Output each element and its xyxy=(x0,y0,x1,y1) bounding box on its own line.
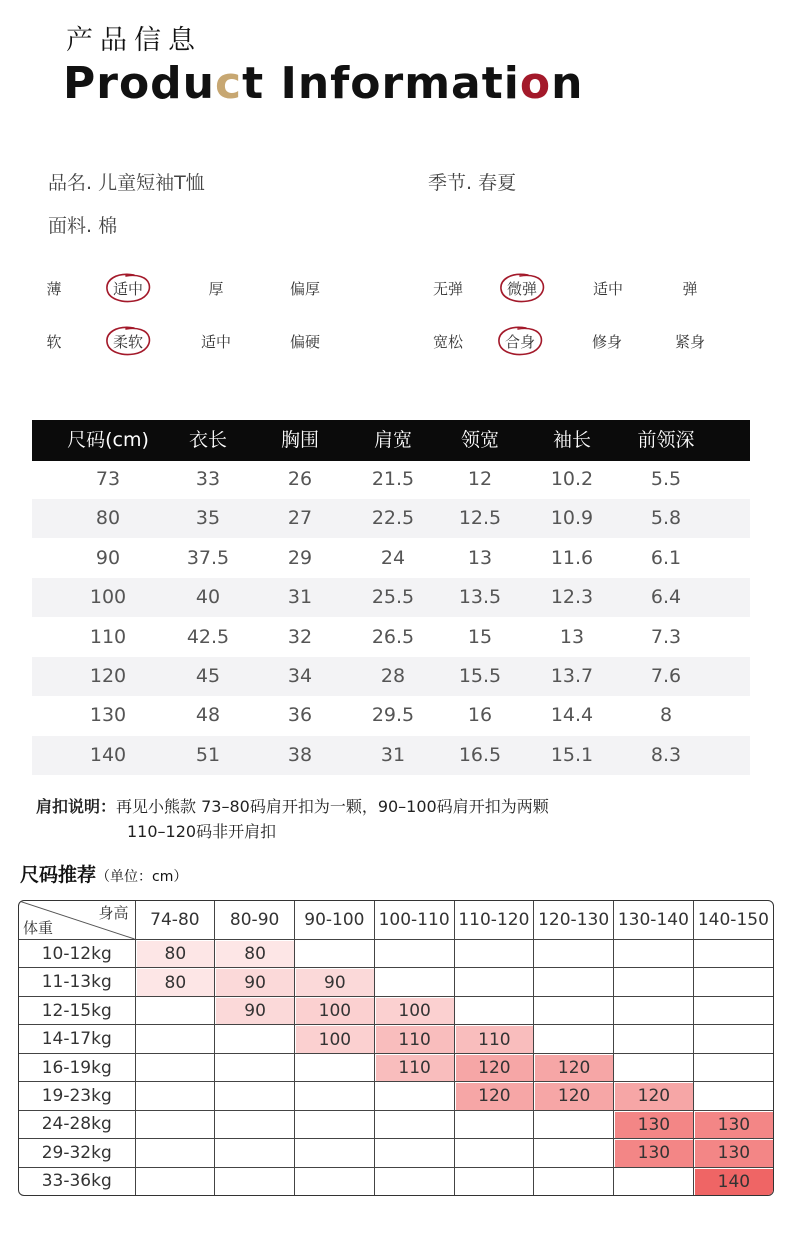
note-label: 肩扣说明： xyxy=(36,797,117,816)
recommend-height-header: 140-150 xyxy=(693,901,773,940)
recommend-size-value: 100 xyxy=(296,998,374,1024)
attr-fit-option: 修身 xyxy=(591,333,623,351)
title-en-part: t Informati xyxy=(242,58,520,109)
size-table-cell: 10.9 xyxy=(550,507,594,530)
recommend-size-cell xyxy=(295,968,375,996)
size-table-row xyxy=(32,618,750,657)
recommend-size-cell xyxy=(135,996,215,1024)
title-en-accent-gold: c xyxy=(215,58,243,109)
note-line-1: 再见小熊款 73–80码肩开扣为一颗，90–100码肩开扣为两颗 xyxy=(116,797,549,816)
recommend-size-value: 90 xyxy=(216,969,294,995)
recommend-size-cell xyxy=(295,1167,375,1195)
attr-thickness-option: 偏厚 xyxy=(289,280,321,298)
size-table-row xyxy=(32,460,750,499)
attr-stretch-option: 弹 xyxy=(682,280,698,298)
recommend-size-value: 120 xyxy=(456,1055,534,1081)
size-table-cell: 51 xyxy=(195,743,221,766)
recommend-height-header: 100-110 xyxy=(374,901,454,940)
recommend-size-cell xyxy=(135,1025,215,1053)
recommend-size-value: 120 xyxy=(535,1083,613,1109)
recommend-weight-cell: 24-28kg xyxy=(19,1110,135,1138)
size-table-cell: 29 xyxy=(287,546,313,569)
recommend-row xyxy=(19,968,773,996)
recommend-size-cell xyxy=(693,1082,773,1110)
attr-softness-option: 软 xyxy=(46,333,62,351)
recommend-size-cell xyxy=(454,996,534,1024)
recommend-size-cell xyxy=(215,996,295,1024)
attr-fit-option: 合身 xyxy=(504,333,536,351)
size-table-cell: 33 xyxy=(195,468,221,490)
size-table-cell: 15.5 xyxy=(458,665,502,687)
recommend-size-cell xyxy=(215,968,295,996)
recommend-size-cell xyxy=(215,940,295,968)
recommend-size-value: 110 xyxy=(456,1026,534,1052)
recommend-size-cell xyxy=(295,1139,375,1167)
size-table-cell: 140 xyxy=(89,743,127,766)
size-table-cell: 7.3 xyxy=(650,625,682,648)
recommend-size-cell xyxy=(215,1167,295,1195)
attr-softness-option: 柔软 xyxy=(112,333,144,351)
page-title-en xyxy=(63,58,583,109)
attr-thickness-option: 适中 xyxy=(112,280,144,298)
size-table-cell: 7.6 xyxy=(650,665,682,687)
size-table-cell: 45 xyxy=(195,665,221,687)
product-fabric: 面料. 棉 xyxy=(48,215,118,237)
size-table-header-cell: 袖长 xyxy=(552,429,592,451)
size-table-cell: 110 xyxy=(89,625,127,648)
size-table-cell: 80 xyxy=(95,507,121,530)
recommend-size-cell xyxy=(135,1139,215,1167)
size-table-cell: 26.5 xyxy=(371,625,415,648)
recommend-size-cell xyxy=(614,1139,694,1167)
size-table-cell: 26 xyxy=(287,468,313,490)
recommend-row xyxy=(19,940,773,968)
recommend-size-value: 80 xyxy=(216,941,294,967)
recommend-size-cell xyxy=(295,1110,375,1138)
recommend-size-cell xyxy=(693,940,773,968)
recommend-size-cell xyxy=(534,1025,614,1053)
recommend-size-cell xyxy=(135,1110,215,1138)
recommend-title-text: 尺码推荐 xyxy=(20,864,97,886)
recommend-weight-cell: 19-23kg xyxy=(19,1082,135,1110)
recommend-height-header: 130-140 xyxy=(614,901,694,940)
size-table-cell: 40 xyxy=(195,586,221,609)
size-table-cell: 15 xyxy=(467,625,493,648)
size-table-cell: 24 xyxy=(380,546,406,569)
recommend-size-cell xyxy=(374,996,454,1024)
size-table-cell: 16 xyxy=(467,704,493,727)
shoulder-button-note xyxy=(36,794,549,817)
recommend-size-cell xyxy=(135,940,215,968)
recommend-row xyxy=(19,1110,773,1138)
recommend-size-cell xyxy=(454,1082,534,1110)
recommend-size-cell xyxy=(693,1139,773,1167)
recommend-size-cell xyxy=(693,1025,773,1053)
recommend-size-value: 110 xyxy=(376,1055,454,1081)
size-table-cell: 5.5 xyxy=(650,468,682,490)
recommend-size-cell xyxy=(374,1025,454,1053)
size-table-cell: 13.5 xyxy=(458,586,502,609)
attr-thickness-option: 薄 xyxy=(46,280,62,298)
size-table-header-cell: 领宽 xyxy=(460,429,500,451)
size-table-cell: 21.5 xyxy=(371,468,415,490)
recommend-height-header: 80-90 xyxy=(215,901,295,940)
attr-thickness-option: 厚 xyxy=(208,280,224,298)
recommend-size-cell xyxy=(614,1082,694,1110)
recommend-size-cell xyxy=(614,940,694,968)
attr-fit-option: 宽松 xyxy=(432,333,464,351)
size-table-header-cell: 尺码(cm) xyxy=(67,429,149,451)
attr-softness-option: 偏硬 xyxy=(289,333,321,351)
recommend-size-cell xyxy=(295,996,375,1024)
recommend-weight-cell: 11-13kg xyxy=(19,968,135,996)
size-table-cell: 14.4 xyxy=(550,704,594,727)
recommend-size-cell xyxy=(374,1053,454,1081)
recommend-size-value: 110 xyxy=(376,1026,454,1052)
recommend-size-cell xyxy=(534,1082,614,1110)
size-table-cell: 12 xyxy=(467,468,493,490)
recommend-row xyxy=(19,1139,773,1167)
recommend-size-cell xyxy=(614,968,694,996)
size-table-row xyxy=(32,736,750,775)
recommend-height-header: 110-120 xyxy=(454,901,534,940)
recommend-size-cell xyxy=(454,1053,534,1081)
size-table-cell: 73 xyxy=(95,468,121,490)
size-table-cell: 15.1 xyxy=(550,743,594,766)
attr-stretch-option: 微弹 xyxy=(506,280,538,298)
recommend-weight-cell: 12-15kg xyxy=(19,996,135,1024)
size-table-row xyxy=(32,696,750,735)
size-table-cell: 28 xyxy=(380,665,406,687)
recommend-size-cell xyxy=(454,1025,534,1053)
recommend-size-cell xyxy=(135,1167,215,1195)
recommend-size-cell xyxy=(215,1025,295,1053)
recommend-size-cell xyxy=(135,1053,215,1081)
recommend-size-cell xyxy=(534,996,614,1024)
recommend-size-cell xyxy=(614,1025,694,1053)
size-table-cell: 100 xyxy=(89,586,127,609)
size-table-cell: 5.8 xyxy=(650,507,682,530)
recommend-size-cell xyxy=(534,1139,614,1167)
size-table-cell: 8.3 xyxy=(650,743,682,766)
size-table-cell: 90 xyxy=(95,546,121,569)
attr-stretch-option: 适中 xyxy=(592,280,624,298)
recommend-size-cell xyxy=(135,968,215,996)
recommend-size-cell xyxy=(374,1082,454,1110)
recommend-weight-cell: 10-12kg xyxy=(19,940,135,968)
product-season: 季节. 春夏 xyxy=(428,172,517,194)
recommend-size-cell xyxy=(534,1110,614,1138)
recommend-size-value: 130 xyxy=(695,1140,773,1166)
recommend-row xyxy=(19,1053,773,1081)
size-table-cell: 8 xyxy=(659,704,673,727)
recommend-size-cell xyxy=(135,1082,215,1110)
recommend-row xyxy=(19,1025,773,1053)
recommend-size-cell xyxy=(534,968,614,996)
size-table-cell: 11.6 xyxy=(550,546,594,569)
size-table-cell: 25.5 xyxy=(371,586,415,609)
attr-softness-option: 适中 xyxy=(200,333,232,351)
recommend-row xyxy=(19,1082,773,1110)
recommend-size-value: 80 xyxy=(137,969,215,995)
recommend-unit: （单位：cm） xyxy=(96,869,188,885)
recommend-corner-cell xyxy=(19,901,135,940)
note-line-2: 110–120码非开肩扣 xyxy=(127,822,277,841)
recommend-size-value: 140 xyxy=(695,1169,773,1195)
size-table-cell: 36 xyxy=(287,704,313,727)
recommend-size-value: 120 xyxy=(535,1055,613,1081)
size-table-cell: 31 xyxy=(380,743,406,766)
recommend-size-cell xyxy=(295,1025,375,1053)
recommend-size-cell xyxy=(374,968,454,996)
recommend-size-cell xyxy=(215,1082,295,1110)
size-table-cell: 31 xyxy=(287,586,313,609)
recommend-row xyxy=(19,996,773,1024)
recommend-weight-cell: 16-19kg xyxy=(19,1053,135,1081)
size-table-cell: 6.4 xyxy=(650,586,682,609)
recommend-size-cell xyxy=(454,968,534,996)
size-table-cell: 35 xyxy=(195,507,221,530)
recommend-size-value: 120 xyxy=(456,1083,534,1109)
size-table-row xyxy=(32,578,750,617)
recommend-size-value: 90 xyxy=(216,998,294,1024)
size-recommend-table xyxy=(18,900,774,1196)
recommend-size-value: 100 xyxy=(376,998,454,1024)
recommend-row xyxy=(19,1167,773,1195)
recommend-size-cell xyxy=(374,1167,454,1195)
recommend-size-cell xyxy=(614,1110,694,1138)
size-table-cell: 13 xyxy=(559,625,585,648)
size-table-cell: 27 xyxy=(287,507,313,530)
recommend-size-cell xyxy=(534,940,614,968)
size-table-cell: 32 xyxy=(287,625,313,648)
page-title-cn: 产品信息 xyxy=(66,25,202,56)
recommend-weight-cell: 14-17kg xyxy=(19,1025,135,1053)
size-table-header-cell: 前领深 xyxy=(637,429,695,451)
size-table-cell: 38 xyxy=(287,743,313,766)
size-table-row xyxy=(32,499,750,538)
recommend-size-cell xyxy=(693,968,773,996)
size-table-cell: 37.5 xyxy=(186,546,230,569)
recommend-size-cell xyxy=(374,1139,454,1167)
corner-weight-label: 体重 xyxy=(23,919,54,937)
size-table-cell: 120 xyxy=(89,665,127,687)
attr-fit-option: 紧身 xyxy=(674,333,706,351)
recommend-size-cell xyxy=(295,1053,375,1081)
size-table-header xyxy=(32,420,750,461)
size-table-cell: 48 xyxy=(195,704,221,727)
recommend-size-cell xyxy=(295,1082,375,1110)
recommend-size-value: 120 xyxy=(615,1083,693,1109)
size-table-cell: 12.3 xyxy=(550,586,594,609)
recommend-size-cell xyxy=(295,940,375,968)
recommend-size-cell xyxy=(374,940,454,968)
size-table-cell: 42.5 xyxy=(186,625,230,648)
size-table-header-cell: 肩宽 xyxy=(373,429,413,451)
size-table-cell: 16.5 xyxy=(458,743,502,766)
size-table-row xyxy=(32,539,750,578)
size-table-cell: 13.7 xyxy=(550,665,594,687)
size-table-cell: 10.2 xyxy=(550,468,594,490)
recommend-size-cell xyxy=(454,1167,534,1195)
recommend-size-cell xyxy=(614,1167,694,1195)
recommend-size-cell xyxy=(534,1053,614,1081)
attr-stretch-option: 无弹 xyxy=(432,280,464,298)
recommend-size-cell xyxy=(693,1110,773,1138)
recommend-size-cell xyxy=(215,1053,295,1081)
size-table-cell: 22.5 xyxy=(371,507,415,530)
recommend-size-value: 80 xyxy=(137,941,215,967)
recommend-header-row xyxy=(19,901,773,940)
title-en-part: Produ xyxy=(63,58,215,109)
size-table-header-cell: 胸围 xyxy=(280,429,320,451)
recommend-size-value: 90 xyxy=(296,969,374,995)
recommend-weight-cell: 29-32kg xyxy=(19,1139,135,1167)
recommend-size-value: 130 xyxy=(615,1140,693,1166)
corner-height-label: 身高 xyxy=(98,904,129,922)
size-table-cell: 13 xyxy=(467,546,493,569)
recommend-size-cell xyxy=(374,1110,454,1138)
recommend-height-header: 90-100 xyxy=(295,901,375,940)
product-name: 品名. 儿童短袖T恤 xyxy=(48,172,205,194)
size-table-cell: 29.5 xyxy=(371,704,415,727)
title-en-part: n xyxy=(551,58,584,109)
recommend-height-header: 74-80 xyxy=(135,901,215,940)
recommend-size-cell xyxy=(693,1053,773,1081)
title-en-accent-red: o xyxy=(519,58,552,109)
recommend-size-cell xyxy=(534,1167,614,1195)
size-table-cell: 12.5 xyxy=(458,507,502,530)
recommend-size-cell xyxy=(614,1053,694,1081)
recommend-size-cell xyxy=(614,996,694,1024)
recommend-size-value: 130 xyxy=(615,1112,693,1138)
size-table-row xyxy=(32,657,750,696)
size-table-header-cell: 衣长 xyxy=(188,429,228,451)
recommend-size-value: 130 xyxy=(695,1112,773,1138)
recommend-height-header: 120-130 xyxy=(534,901,614,940)
size-table-cell: 6.1 xyxy=(650,546,682,569)
recommend-size-value: 100 xyxy=(296,1026,374,1052)
recommend-size-cell xyxy=(454,1110,534,1138)
recommend-size-cell xyxy=(693,996,773,1024)
recommend-size-cell xyxy=(215,1110,295,1138)
recommend-size-cell xyxy=(215,1139,295,1167)
recommend-size-cell xyxy=(454,1139,534,1167)
size-table-cell: 130 xyxy=(89,704,127,727)
recommend-title xyxy=(20,860,187,887)
recommend-size-cell xyxy=(693,1167,773,1195)
size-table-cell: 34 xyxy=(287,665,313,687)
recommend-size-cell xyxy=(454,940,534,968)
recommend-weight-cell: 33-36kg xyxy=(19,1167,135,1195)
